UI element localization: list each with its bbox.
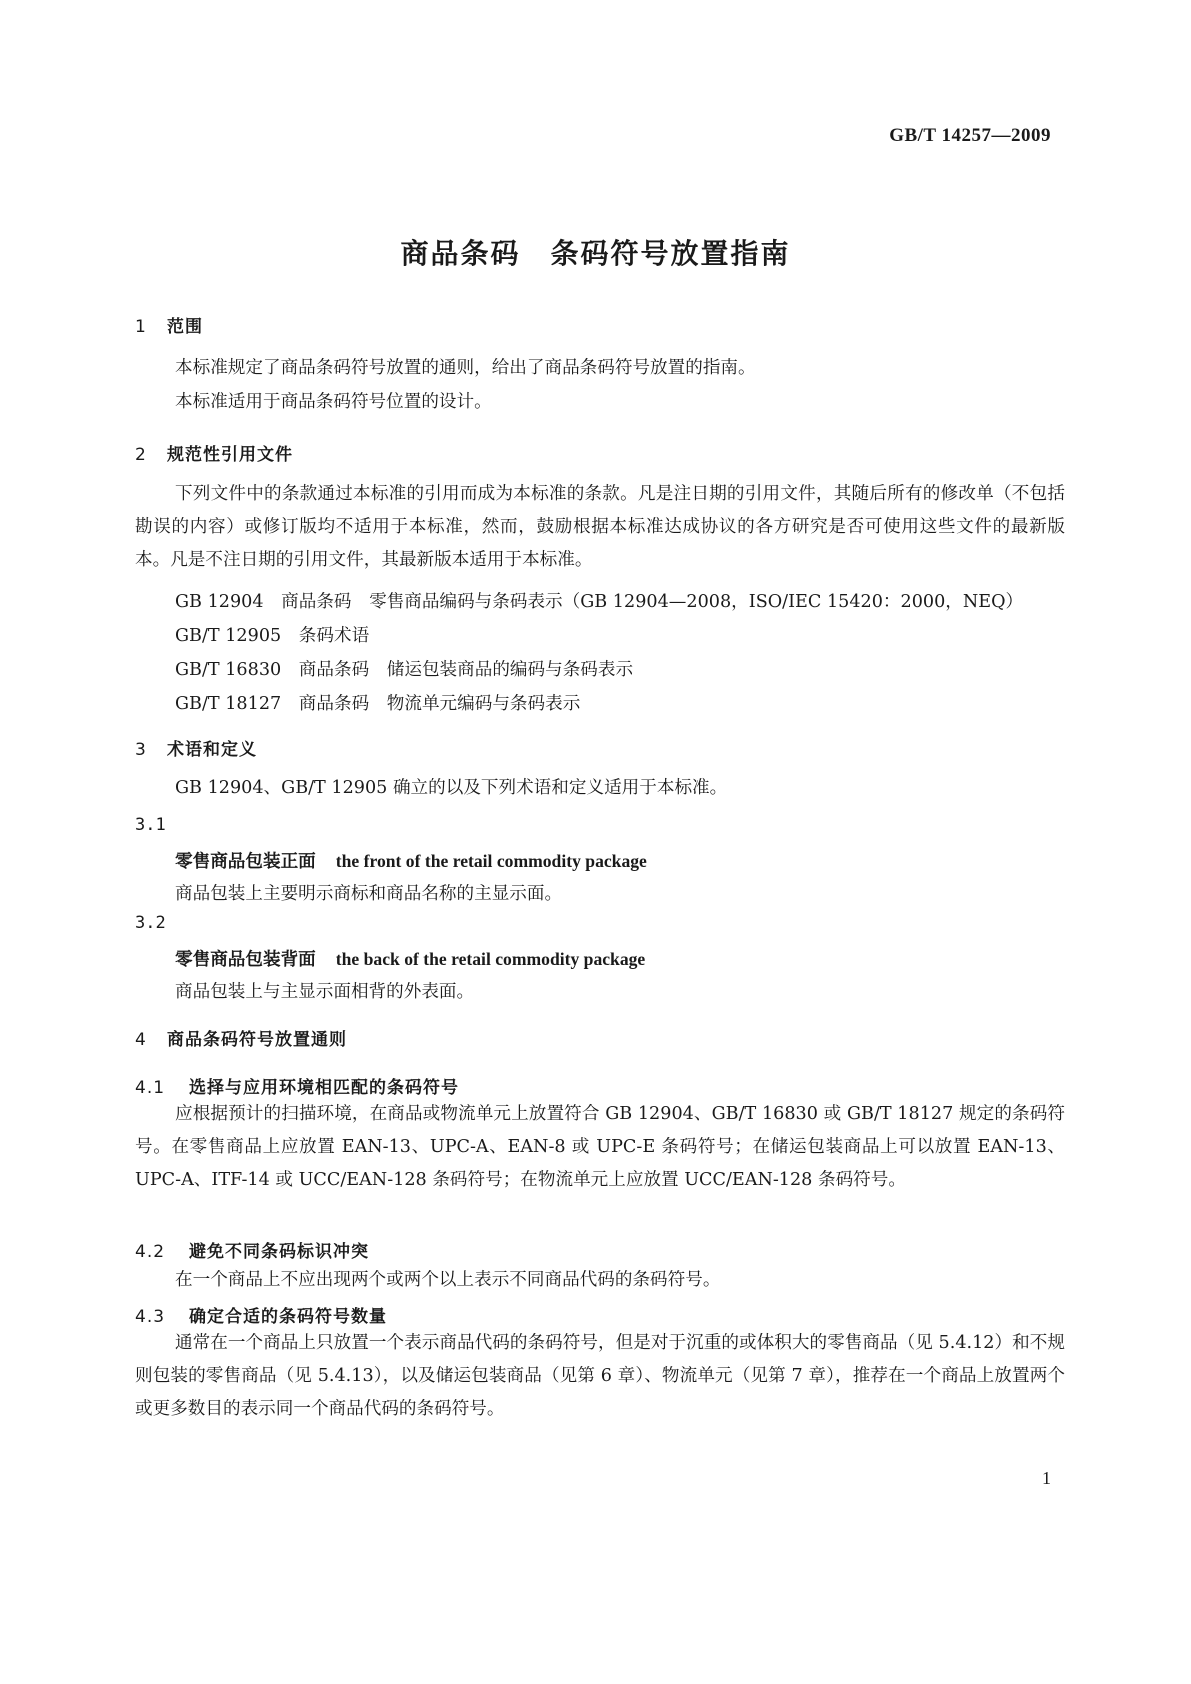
subsection-4-2-paragraph: 在一个商品上不应出现两个或两个以上表示不同商品代码的条码符号。 bbox=[175, 1270, 721, 1290]
normative-reference: GB/T 16830 商品条码 储运包装商品的编码与条码表示 bbox=[175, 660, 634, 680]
subsection-4-3-paragraph: 通常在一个商品上只放置一个表示商品代码的条码符号，但是对于沉重的或体积大的零售商品（见 5.4.12）和不规则包装的零售商品（见 5.4.13），以及储运包装商品（见第 6 章）、物流单元（见第 7 章），推荐在一个商品上放置两个或更多数目的表示同一个商品代码的条码符号。 bbox=[135, 1333, 1065, 1419]
subsection-title: 选择与应用环境相匹配的条码符号 bbox=[189, 1078, 459, 1098]
section-title: 商品条码符号放置通则 bbox=[167, 1030, 347, 1050]
document-code: GB/T 14257—2009 bbox=[889, 125, 1051, 146]
section-number: 3 bbox=[135, 740, 147, 760]
term-english: the back of the retail commodity package bbox=[335, 949, 646, 969]
normative-reference: GB/T 12905 条码术语 bbox=[175, 626, 370, 646]
section-4-heading bbox=[135, 1025, 347, 1050]
term-definition: 商品包装上与主显示面相背的外表面。 bbox=[175, 982, 475, 1002]
term-number: 3.1 bbox=[135, 815, 166, 835]
term-chinese: 零售商品包装背面 bbox=[175, 950, 316, 970]
section-1-paragraph-2: 本标准适用于商品条码符号位置的设计。 bbox=[175, 392, 492, 412]
subsection-title: 避免不同条码标识冲突 bbox=[189, 1242, 369, 1262]
subsection-number: 4.2 bbox=[135, 1242, 166, 1262]
term-english: the front of the retail commodity package bbox=[335, 851, 647, 871]
subsection-4-3-heading bbox=[135, 1302, 387, 1327]
normative-reference: GB/T 18127 商品条码 物流单元编码与条码表示 bbox=[175, 694, 581, 714]
term-chinese: 零售商品包装正面 bbox=[175, 852, 316, 872]
subsection-4-1-paragraph: 应根据预计的扫描环境，在商品或物流单元上放置符合 GB 12904、GB/T 16830 或 GB/T 18127 规定的条码符号。在零售商品上应放置 EAN-13、UPC-A、EAN-8 或 UPC-E 条码符号；在储运包装商品上可以放置 EAN-13、UPC-A、ITF-14 或 UCC/EAN-128 条码符号；在物流单元上应放置 UCC/EAN-128 条码符号。 bbox=[135, 1104, 1065, 1190]
section-1-paragraph-1: 本标准规定了商品条码符号放置的通则，给出了商品条码符号放置的指南。 bbox=[175, 358, 756, 378]
subsection-4-2-heading bbox=[135, 1237, 369, 1262]
section-number: 1 bbox=[135, 317, 147, 337]
normative-reference: GB 12904 商品条码 零售商品编码与条码表示（GB 12904—2008，ISO/IEC 15420：2000，NEQ） bbox=[175, 592, 1024, 612]
section-3-paragraph: GB 12904、GB/T 12905 确立的以及下列术语和定义适用于本标准。 bbox=[175, 778, 728, 798]
term-number: 3.2 bbox=[135, 913, 166, 933]
section-number: 2 bbox=[135, 445, 147, 465]
section-title: 规范性引用文件 bbox=[167, 445, 293, 465]
section-title: 术语和定义 bbox=[167, 740, 257, 760]
section-3-heading bbox=[135, 735, 257, 760]
section-2-heading bbox=[135, 440, 293, 465]
subsection-title: 确定合适的条码符号数量 bbox=[189, 1307, 387, 1327]
document-title: 商品条码 条码符号放置指南 bbox=[400, 237, 791, 270]
subsection-number: 4.3 bbox=[135, 1307, 166, 1327]
term-heading bbox=[175, 848, 647, 873]
subsection-number: 4.1 bbox=[135, 1078, 166, 1098]
term-definition: 商品包装上主要明示商标和商品名称的主显示面。 bbox=[175, 884, 563, 904]
section-1-heading bbox=[135, 312, 203, 337]
section-2-paragraph: 下列文件中的条款通过本标准的引用而成为本标准的条款。凡是注日期的引用文件，其随后所有的修改单（不包括勘误的内容）或修订版均不适用于本标准，然而，鼓励根据本标准达成协议的各方研究是否可使用这些文件的最新版本。凡是不注日期的引用文件，其最新版本适用于本标准。 bbox=[135, 484, 1065, 570]
section-number: 4 bbox=[135, 1030, 147, 1050]
page-number: 1 bbox=[1042, 1468, 1051, 1488]
term-heading bbox=[175, 946, 645, 971]
section-title: 范围 bbox=[167, 317, 203, 337]
subsection-4-1-heading bbox=[135, 1073, 459, 1098]
